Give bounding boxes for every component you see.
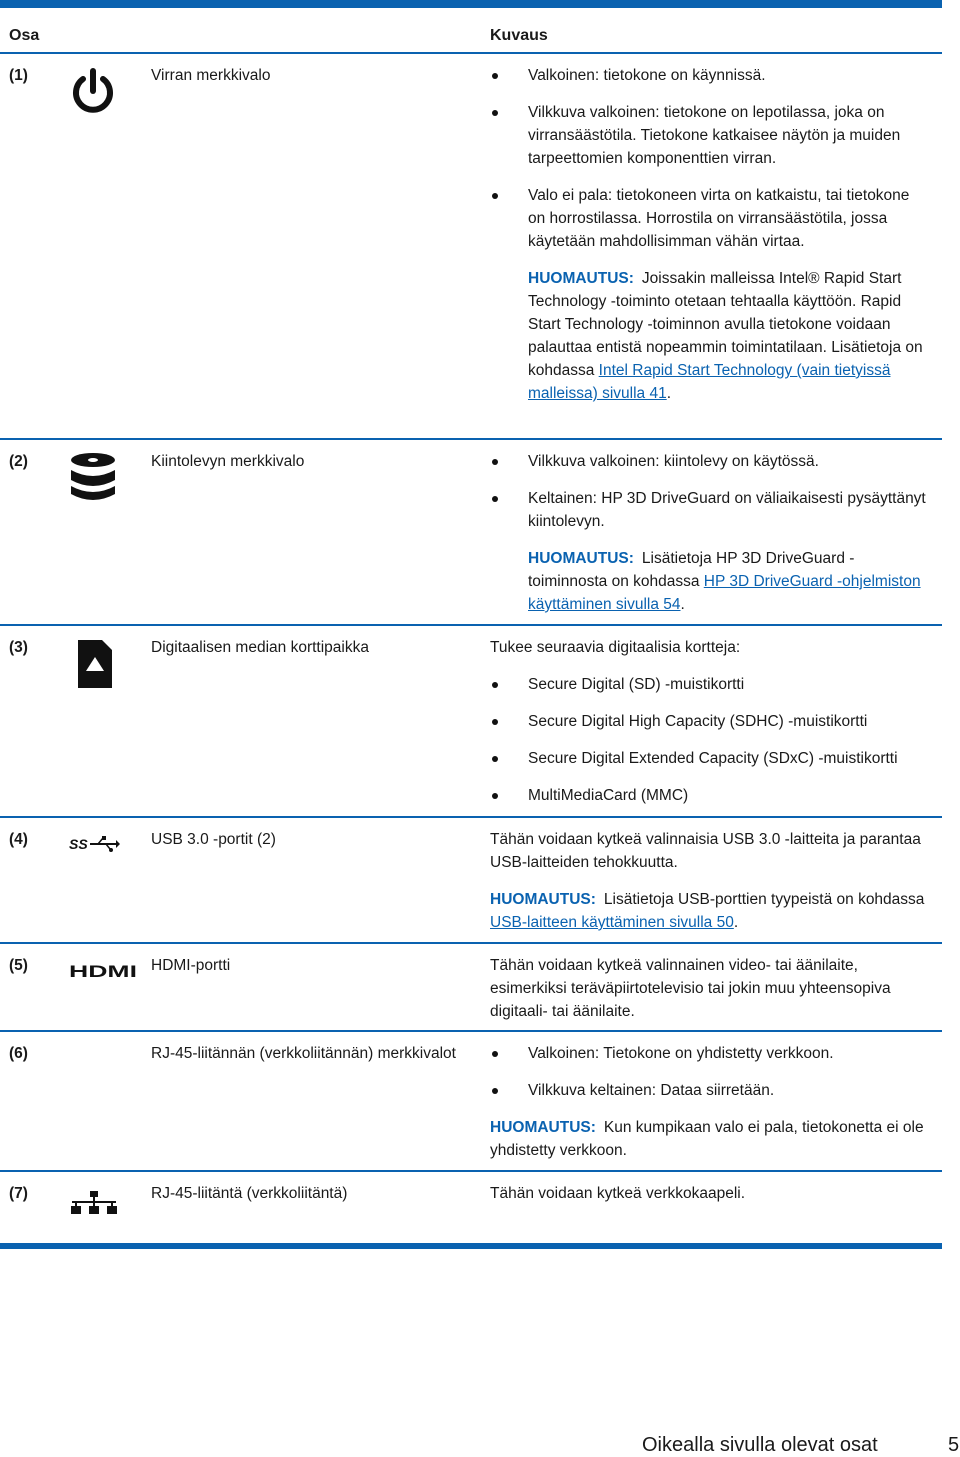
row-number: (5) — [9, 957, 28, 974]
component-name: USB 3.0 -portit (2) — [151, 831, 276, 848]
note-text-end: . — [733, 914, 739, 931]
description-text: Tähän voidaan kytkeä valinnainen video- tai äänilaite, esimerkiksi teräväpiirtotelevisio tai jokin muu yhteensopiva digitaali- tai äänilaite. — [490, 957, 891, 1020]
usb-ss-icon — [68, 834, 120, 861]
table-header — [0, 8, 942, 54]
description-intro: Tukee seuraavia digitaalisia kortteja: — [490, 639, 741, 656]
note — [490, 1116, 930, 1162]
note-text-end: . — [666, 385, 672, 402]
list-item: Vilkkuva keltainen: Dataa siirretään. — [490, 1079, 930, 1102]
note-text: Joissakin malleissa Intel® Rapid Start Technology -toiminto otetaan tehtaalla käyttöön. Rapid Start Technology -toiminnon avulla tietokone voidaan palauttaa entistä nopeammin toimintatilaan. Lisätietoja on kohdassa — [528, 270, 923, 379]
table-row-rj45-jack — [0, 1172, 942, 1242]
hdmi-icon — [68, 962, 140, 987]
table-bottom-rule — [0, 1243, 942, 1249]
note-text: Kun kumpikaan valo ei pala, tietokonetta ei ole yhdistetty verkkoon. — [490, 1119, 924, 1159]
row-number: (6) — [9, 1045, 28, 1062]
component-description — [490, 636, 930, 821]
page-number: 5 — [948, 1434, 960, 1456]
table-row-hdd-light — [0, 440, 942, 626]
list-item: MultiMediaCard (MMC) — [490, 784, 930, 807]
component-name: RJ-45-liitännän (verkkoliitännän) merkkivalot — [151, 1045, 456, 1062]
note — [490, 547, 930, 616]
component-description — [490, 64, 930, 419]
hard-drive-icon — [68, 452, 118, 509]
table-row-usb-ports — [0, 818, 942, 944]
column-header-kuvaus: Kuvaus — [490, 27, 548, 44]
cross-reference-link[interactable]: USB-laitteen käyttäminen sivulla 50 — [490, 914, 734, 931]
note-label: HUOMAUTUS: — [490, 891, 596, 908]
description-text: Tähän voidaan kytkeä verkkokaapeli. — [490, 1185, 746, 1202]
component-description — [490, 828, 930, 948]
note-text-end: . — [680, 596, 685, 613]
row-number: (2) — [9, 453, 28, 470]
list-item: Secure Digital High Capacity (SDHC) -muistikortti — [490, 710, 930, 733]
list-item: Vilkkuva valkoinen: tietokone on lepotilassa, joka on virransäästötila. Tietokone katkaisee näytön ja muiden tarpeettomien komponenttien virran. — [490, 101, 930, 170]
note-label: HUOMAUTUS: — [528, 550, 634, 567]
hdmi-icon-text: HDMI — [69, 962, 137, 980]
footer-title: Oikealla sivulla olevat osat — [642, 1434, 878, 1456]
component-description — [490, 1042, 930, 1176]
row-number: (7) — [9, 1185, 28, 1202]
component-description — [490, 1182, 930, 1219]
component-name: Virran merkkivalo — [151, 67, 271, 84]
list-item: Valkoinen: tietokone on käynnissä. — [490, 64, 930, 87]
component-description — [490, 450, 930, 630]
row-number: (4) — [9, 831, 28, 848]
note-label: HUOMAUTUS: — [528, 270, 634, 287]
note-text: Lisätietoja HP 3D DriveGuard -toiminnosta on kohdassa — [528, 550, 855, 590]
component-name: Kiintolevyn merkkivalo — [151, 453, 305, 470]
table-row-power-light — [0, 54, 942, 440]
component-name: RJ-45-liitäntä (verkkoliitäntä) — [151, 1185, 348, 1202]
table-row-hdmi-port — [0, 944, 942, 1032]
list-item: Valo ei pala: tietokoneen virta on katkaistu, tai tietokone on horrostilassa. Horrostila on virransäästötila, jossa käytetään mahdollisimman vähän virtaa. — [490, 184, 930, 253]
list-item: Keltainen: HP 3D DriveGuard on väliaikaisesti pysäyttänyt kiintolevyn. — [490, 487, 930, 533]
list-item: Secure Digital (SD) -muistikortti — [490, 673, 930, 696]
note — [490, 888, 930, 934]
table-row-rj45-lights — [0, 1032, 942, 1172]
column-header-osa: Osa — [9, 27, 40, 44]
list-item: Secure Digital Extended Capacity (SDxC) -muistikortti — [490, 747, 930, 770]
note-text: Lisätietoja USB-porttien tyypeistä on kohdassa — [603, 891, 925, 908]
memory-card-icon — [76, 638, 114, 697]
usb-ss-icon-text: SS — [69, 836, 88, 852]
list-item: Valkoinen: Tietokone on yhdistetty verkkoon. — [490, 1042, 930, 1065]
row-number: (1) — [9, 67, 28, 84]
row-number: (3) — [9, 639, 28, 656]
note — [490, 267, 930, 405]
component-description — [490, 954, 930, 1037]
table-row-card-slot — [0, 626, 942, 818]
component-name: HDMI-portti — [151, 957, 231, 974]
component-name: Digitaalisen median korttipaikka — [151, 639, 369, 656]
power-icon — [68, 67, 118, 124]
network-icon — [70, 1190, 120, 1223]
description-text: Tähän voidaan kytkeä valinnaisia USB 3.0 -laitteita ja parantaa USB-laitteiden tehokkuutta. — [490, 831, 921, 871]
cross-reference-link[interactable]: Intel Rapid Start Technology (vain tietyissä malleissa) sivulla 41 — [528, 362, 891, 402]
cross-reference-link[interactable]: HP 3D DriveGuard -ohjelmiston käyttäminen sivulla 54 — [528, 573, 921, 613]
table-top-rule — [0, 0, 942, 8]
list-item: Vilkkuva valkoinen: kiintolevy on käytössä. — [490, 450, 930, 473]
note-label: HUOMAUTUS: — [490, 1119, 596, 1136]
